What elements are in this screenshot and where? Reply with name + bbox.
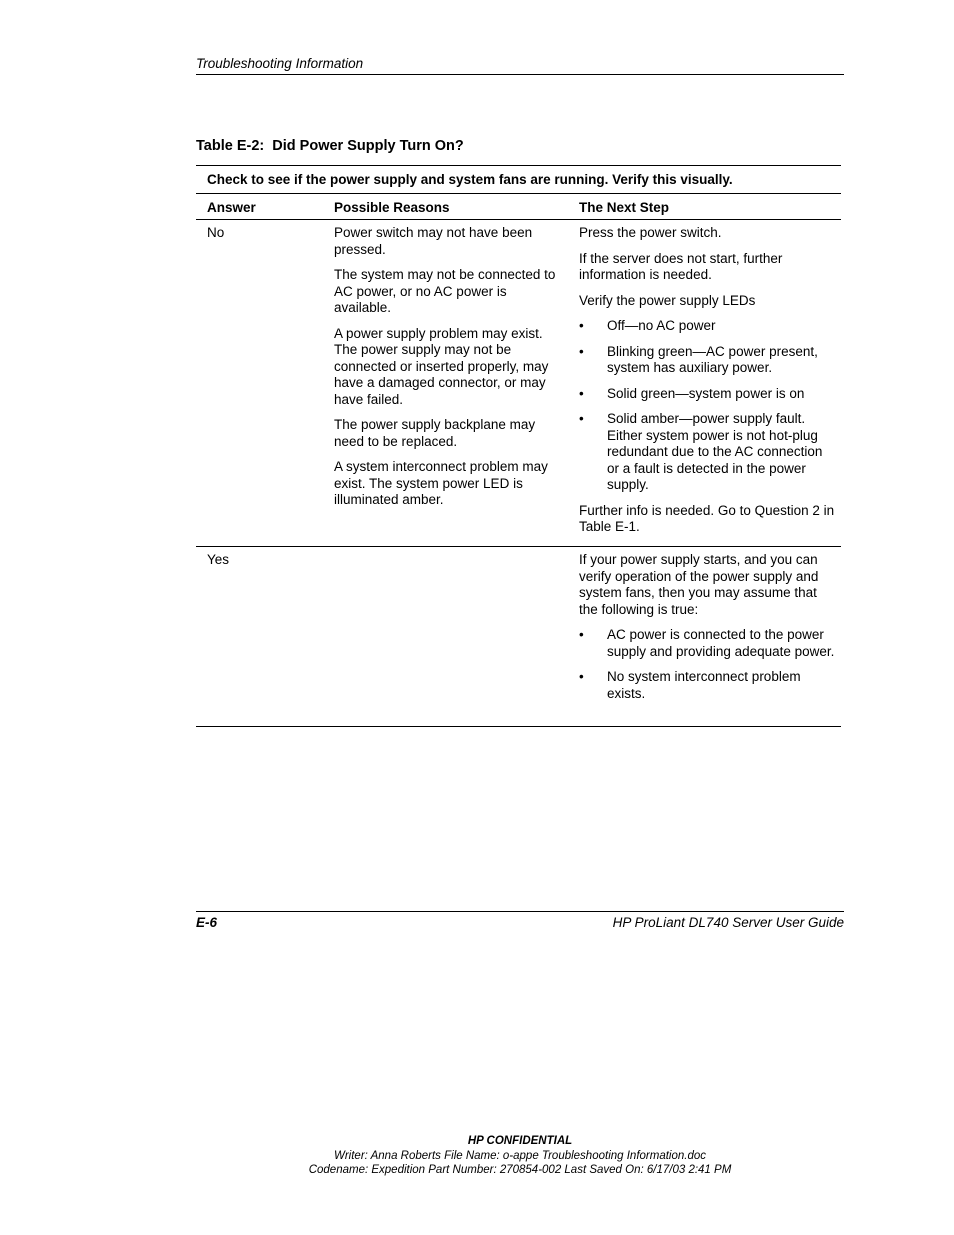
next-step-cell [567, 552, 841, 726]
reason-item: A power supply problem may exist. The power supply may not be connected or inserted properly, may have a damaged connector, or may have failed. [334, 325, 549, 407]
bullet-glyph: • [579, 385, 584, 401]
step-paragraph: Further info is needed. Go to Question 2 in Table E-1. [579, 502, 835, 534]
step-paragraph: Press the power switch. [579, 225, 722, 240]
table-header-row [196, 194, 841, 220]
running-header [196, 56, 844, 75]
bullet-glyph: • [579, 411, 584, 426]
confidential-codename-line: Codename: Expedition Part Number: 270854-002 Last Saved On: 6/17/03 2:41 PM [308, 1164, 732, 1176]
led-bullet-item [579, 318, 835, 335]
next-step-cell [567, 225, 841, 546]
reason-item: A system interconnect problem may exist. The system power LED is illuminated amber. [334, 459, 548, 507]
power-supply-table [196, 165, 841, 727]
reasons-cell [322, 225, 567, 546]
confidential-writer-line: Writer: Anna Roberts File Name: o-appe Troubleshooting Information.doc [333, 1149, 706, 1162]
bullet-glyph: • [579, 627, 584, 642]
answer-cell: Yes [207, 552, 230, 567]
bullet-glyph: • [579, 343, 584, 359]
confidential-title: HP CONFIDENTIAL [467, 1135, 573, 1147]
page-number: E-6 [196, 915, 218, 930]
bullet-text: Solid amber—power supply fault. Either system power is not hot-plug redundant due to the AC connection or a fault is detected in the power supply. [607, 411, 823, 492]
reason-item: The power supply backplane may need to be replaced. [334, 417, 536, 449]
reason-item: The system may not be connected to AC power, or no AC power is available. [334, 267, 556, 315]
guide-title: HP ProLiant DL740 Server User Guide [612, 915, 844, 930]
bullet-text: AC power is connected to the power supply and providing adequate power. [607, 627, 835, 659]
table-row-yes [196, 547, 841, 727]
column-header-answer: Answer [207, 200, 256, 215]
reason-item: Power switch may not have been pressed. [334, 225, 533, 257]
column-header-next-step: The Next Step [579, 200, 670, 215]
reasons-cell [322, 552, 567, 726]
section-title: Troubleshooting Information [196, 56, 364, 71]
bullet-text: Off—no AC power [607, 318, 716, 333]
confidential-notice [0, 1134, 954, 1178]
result-bullet-item [579, 627, 835, 660]
bullet-text: Solid green—system power is on [607, 385, 805, 401]
led-bullet-item [579, 411, 835, 494]
result-bullet-item [579, 669, 835, 702]
column-header-reasons: Possible Reasons [334, 200, 450, 215]
answer-cell: No [207, 225, 225, 240]
step-paragraph: Verify the power supply LEDs [579, 292, 756, 308]
table-row-no [196, 220, 841, 547]
table-title: Table E-2: Did Power Supply Turn On? [196, 138, 464, 154]
bullet-glyph: • [579, 669, 584, 684]
bullet-text: Blinking green—AC power present, system has auxiliary power. [607, 343, 818, 375]
running-footer [196, 911, 844, 930]
step-paragraph: If the server does not start, further information is needed. [579, 250, 783, 282]
led-bullet-item [579, 344, 835, 377]
led-bullet-item [579, 386, 835, 403]
check-instruction: Check to see if the power supply and system fans are running. Verify this visually. [196, 166, 841, 194]
bullet-text: No system interconnect problem exists. [607, 669, 801, 701]
step-paragraph: If your power supply starts, and you can verify operation of the power supply and system fans, then you may assume that the following is true: [579, 552, 819, 617]
bullet-glyph: • [579, 318, 584, 333]
